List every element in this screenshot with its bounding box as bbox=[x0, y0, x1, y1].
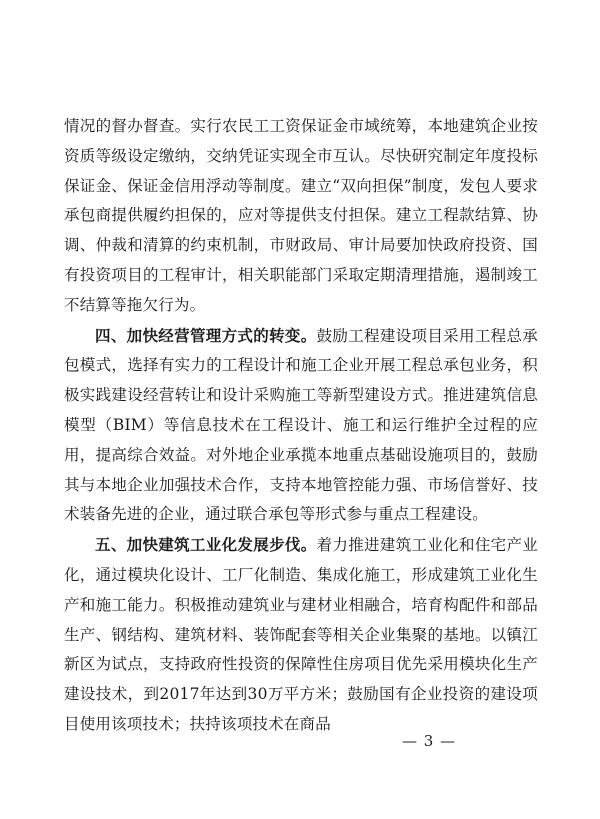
section-five-heading: 五、加快建筑工业化发展步伐。 bbox=[95, 535, 317, 555]
section-four-heading: 四、加快经营管理方式的转变。 bbox=[95, 325, 317, 345]
page-number: — 3 — bbox=[402, 732, 457, 750]
paragraph-text: 着力推进建筑工业化和住宅产业化，通过模块化设计、工厂化制造、集成化施工，形成建筑工业化生产和施工能力。积极推动建筑业与建材业相融合，培育构配件和部品生产、钢结构、建筑材料、装饰配套等相关企业集聚的基地。以镇江新区为试点，支持政府性投资的保障性住房项目优先采用模块化生产建设技术，到2017年达到30万平方米；鼓励国有企业投资的建设项目使用该项技术；扶持该项技术在商品 bbox=[64, 536, 538, 733]
paragraph-wage-guarantee bbox=[64, 112, 538, 321]
paragraph-section-five bbox=[64, 530, 538, 740]
paragraph-text: 情况的督办督查。实行农民工工资保证金市域统筹，本地建筑企业按资质等级设定缴纳，交纳凭证实现全市互认。尽快研究制定年度投标保证金、保证金信用浮动等制度。建立“双向担保”制度，发包人要求承包商提供履约担保的，应对等提供支付担保。建立工程款结算、协调、仲裁和清算的约束机制，市财政局、审计局要加快政府投资、国有投资项目的工程审计，相关职能部门采取定期清理措施，遏制竣工不结算等拖欠行为。 bbox=[64, 117, 538, 314]
paragraph-section-four bbox=[64, 321, 538, 531]
paragraph-text: 鼓励工程建设项目采用工程总承包模式，选择有实力的工程设计和施工企业开展工程总承包业务，积极实践建设经营转让和设计采购施工等新型建设方式。推进建筑信息模型（BIM）等信息技术在工程设计、施工和运行维护全过程的应用，提高综合效益。对外地企业承揽本地重点基础设施项目的，鼓励其与本地企业加强技术合作，支持本地管控能力强、市场信誉好、技术装备先进的企业，通过联合承包等形式参与重点工程建设。 bbox=[64, 326, 538, 524]
document-body bbox=[64, 112, 538, 740]
